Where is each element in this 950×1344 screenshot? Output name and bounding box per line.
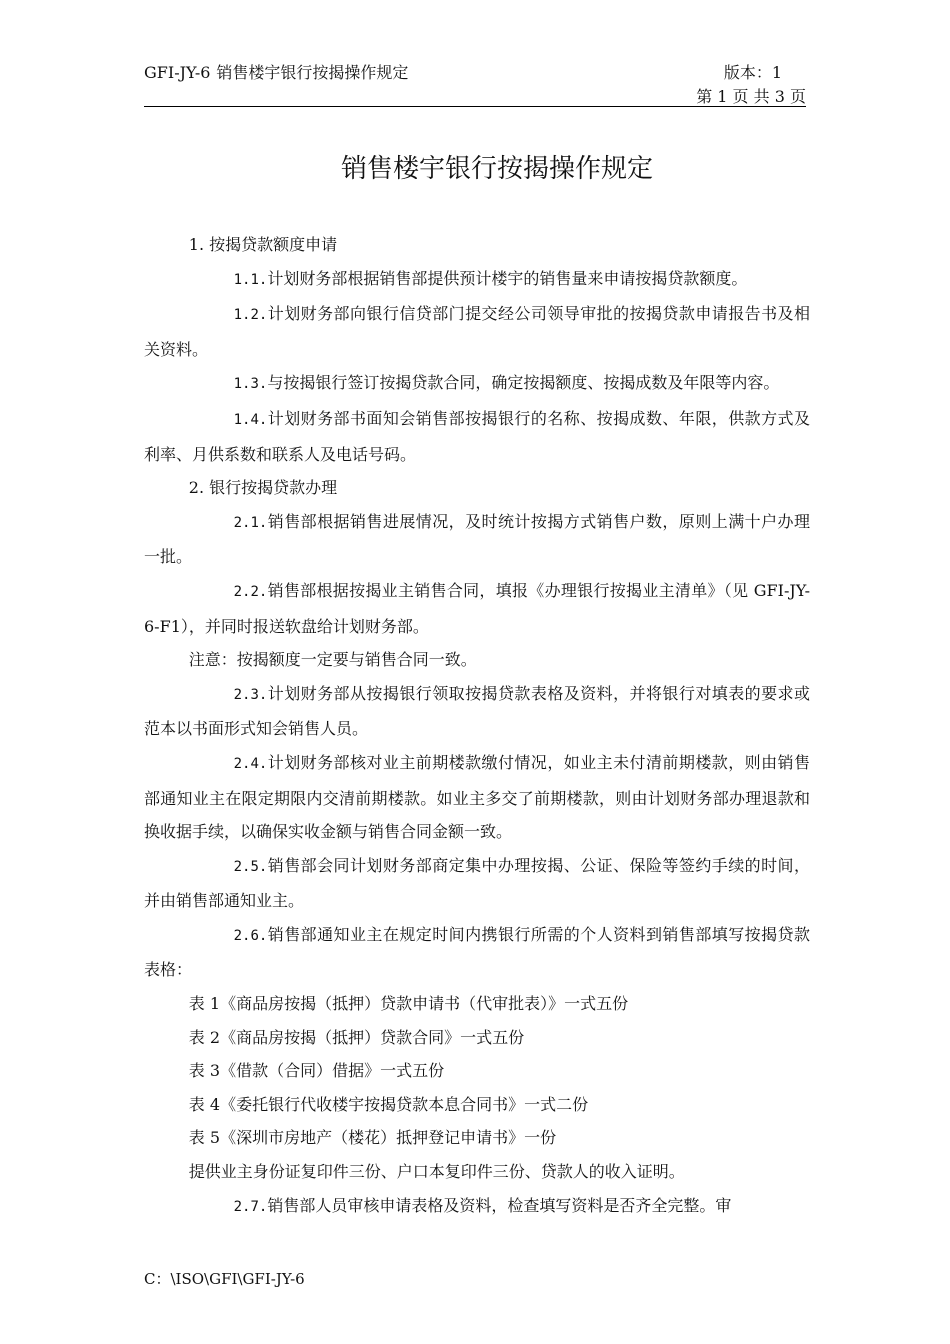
paragraph-text: 计划财务部从按揭银行领取按揭贷款表格及资料，并将银行对填表的要求或范本以书面形式知会销售人员。 (144, 683, 810, 739)
paragraph-text: 表 4《委托银行代收楼宇按揭贷款本息合同书》一式二份 (188, 1094, 589, 1114)
paragraph-text: 1. 按揭贷款额度申请 (188, 235, 338, 254)
document-body (144, 228, 810, 1224)
page-footer-path: C：\ISO\GFI\GFI-JY-6 (144, 1270, 305, 1288)
section-heading (144, 471, 810, 505)
paragraph-number: 2.7. (233, 1198, 268, 1215)
paragraph-text: 计划财务部根据销售部提供预计楼宇的销售量来申请按揭贷款额度。 (267, 268, 748, 288)
paragraph (144, 918, 810, 987)
paragraph-number: 1.2. (233, 307, 268, 324)
paragraph (144, 402, 810, 471)
paragraph-number: 2.6. (233, 927, 268, 944)
paragraph-number: 2.5. (233, 858, 268, 875)
paragraph (144, 297, 810, 366)
paragraph-number: 2.4. (233, 755, 268, 772)
paragraph-text: 2. 银行按揭贷款办理 (188, 478, 338, 498)
paragraph-text: 计划财务部书面知会销售部按揭银行的名称、按揭成数、年限，供款方式及利率、月供系数和联系人及电话号码。 (144, 408, 810, 464)
paragraph-text: 销售部根据按揭业主销售合同，填报《办理银行按揭业主清单》（见 GFI-JY-6-F1），并同时报送软盘给计划财务部。 (144, 580, 810, 636)
header-doc-code: GFI-JY-6 (144, 63, 211, 82)
paragraph (144, 1189, 810, 1225)
paragraph-text: 表 3《借款（合同）借据》一式五份 (188, 1061, 445, 1081)
paragraph-text: 提供业主身份证复印件三份、户口本复印件三份、贷款人的收入证明。 (188, 1162, 685, 1182)
paragraph-number: 1.4. (233, 411, 268, 428)
paragraph-text: 表 1《商品房按揭（抵押）贷款申请书（代审批表）》一式五份 (188, 994, 629, 1014)
paragraph (144, 677, 810, 746)
form-list-item (144, 1121, 810, 1155)
paragraph (144, 366, 810, 402)
paragraph-text: 注意：按揭额度一定要与销售合同一致。 (188, 650, 477, 670)
header-version: 版本：1 (723, 63, 782, 82)
paragraph-text: 与按揭银行签订按揭贷款合同，确定按揭额度、按揭成数及年限等内容。 (267, 373, 780, 393)
paragraph (144, 849, 810, 918)
paragraph (144, 1155, 810, 1189)
form-list-item (144, 1021, 810, 1055)
paragraph-number: 1.1. (233, 271, 268, 288)
paragraph-text: 销售部会同计划财务部商定集中办理按揭、公证、保险等签约手续的时间，并由销售部通知业主。 (144, 855, 810, 911)
paragraph (144, 262, 810, 298)
form-list-item (144, 1054, 810, 1088)
paragraph-number: 2.1. (233, 514, 268, 531)
paragraph-number: 1.3. (233, 376, 268, 393)
paragraph-text: 销售部通知业主在规定时间内携银行所需的个人资料到销售部填写按揭贷款表格： (144, 924, 810, 980)
header-doc-id (144, 60, 414, 83)
form-list-item (144, 1088, 810, 1122)
document-title: 销售楼宇银行按揭操作规定 (340, 154, 653, 184)
paragraph-text: 表 5《深圳市房地产（楼花）抵押登记申请书》一份 (188, 1128, 557, 1148)
paragraph-text: 销售部根据销售进展情况，及时统计按揭方式销售户数，原则上满十户办理一批。 (144, 511, 810, 567)
form-list-item (144, 987, 810, 1021)
paragraph-number: 2.2. (233, 583, 268, 600)
section-heading (144, 228, 810, 262)
header-page-info: 第 1 页 共 3 页 (696, 87, 806, 106)
paragraph (144, 505, 810, 574)
paragraph-number: 2.3. (233, 686, 268, 703)
paragraph-text: 计划财务部核对业主前期楼款缴付情况，如业主未付清前期楼款，则由销售部通知业主在限定期限内交清前期楼款。如业主多交了前期楼款，则由计划财务部办理退款和换收据手续，以确保实收金额与销售合同金额一致。 (144, 752, 810, 842)
paragraph (144, 746, 810, 849)
paragraph (144, 574, 810, 643)
paragraph-text: 销售部人员审核申请表格及资料，检查填写资料是否齐全完整。审 (267, 1195, 732, 1215)
paragraph-text: 计划财务部向银行信贷部门提交经公司领导审批的按揭贷款申请报告书及相关资料。 (144, 304, 810, 359)
header-doc-title: 销售楼宇银行按揭操作规定 (216, 63, 409, 82)
page-header (144, 58, 806, 107)
paragraph-text: 表 2《商品房按揭（抵押）贷款合同》一式五份 (188, 1027, 525, 1047)
note-paragraph (144, 643, 810, 677)
